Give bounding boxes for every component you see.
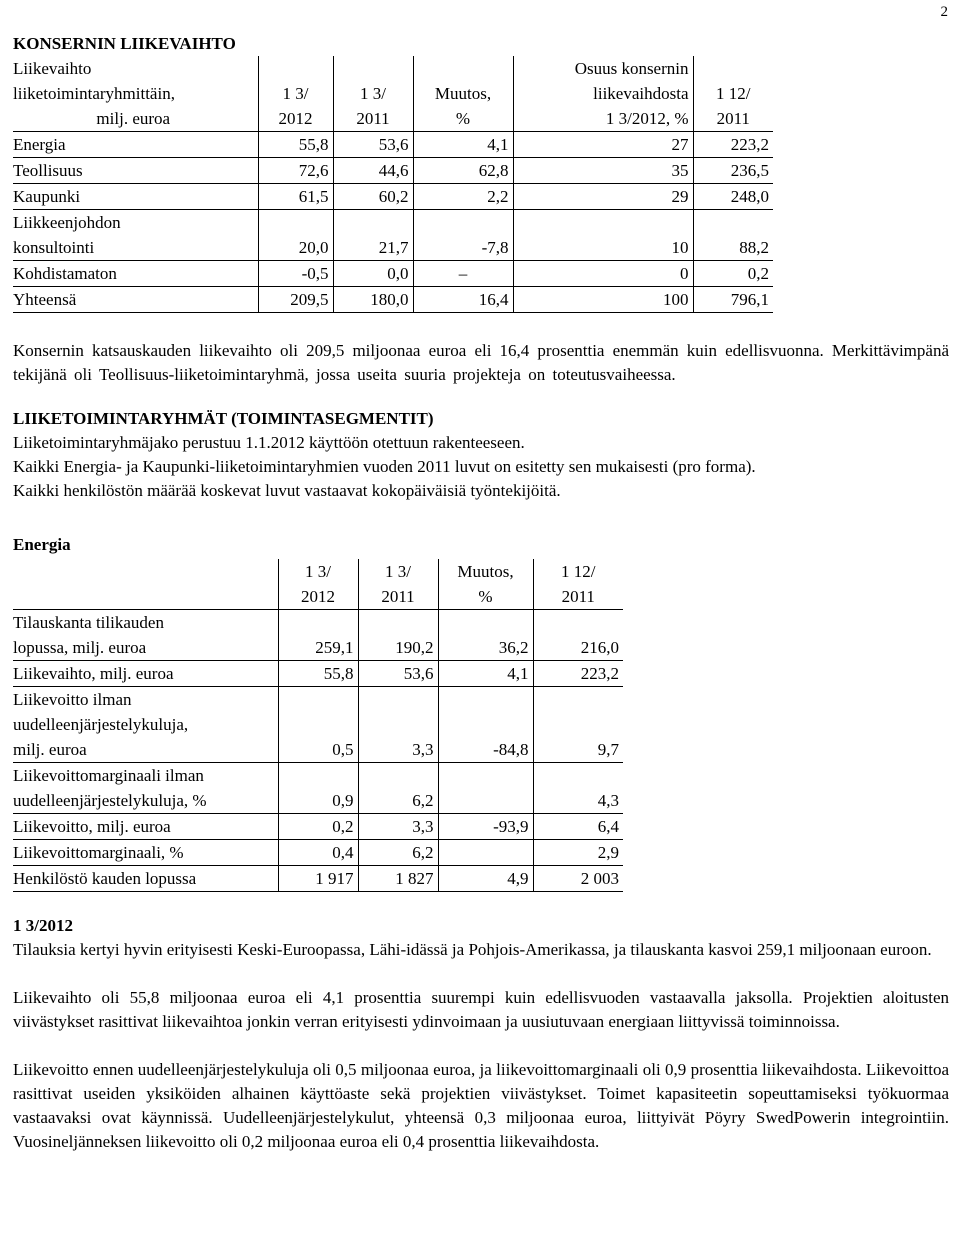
table-cell: 27 [513, 132, 693, 158]
table-cell: 6,4 [533, 814, 623, 840]
row-label [13, 287, 258, 313]
period-paragraph-orders: Tilauksia kertyi hyvin erityisesti Keski-Euroopassa, Lähi-idässä ja Pohjois-Amerikassa, ja tilauskanta kasvoi 259,1 miljoonaan euroon. [13, 940, 932, 959]
table-header-row [13, 559, 623, 610]
table-cell: 10 [513, 210, 693, 261]
section-title-period: 1 3/2012 [13, 916, 73, 935]
column-header [413, 56, 513, 132]
table-cell: 60,2 [333, 184, 413, 210]
column-header [438, 559, 533, 610]
section-title-energia: Energia [13, 535, 71, 554]
header-line: milj. euroa [96, 109, 171, 128]
revenue-table [13, 56, 773, 313]
row-label-line: Liikevaihto, milj. euroa [13, 664, 174, 683]
table-row [13, 661, 623, 687]
table-cell: 0,5 [278, 687, 358, 763]
section-title-liiketoimintaryhmat: LIIKETOIMINTARYHMÄT (TOIMINTASEGMENTIT) [13, 409, 434, 428]
row-label-line: Kohdistamaton [13, 264, 117, 283]
table-cell: 20,0 [258, 210, 333, 261]
table-cell: 259,1 [278, 610, 358, 661]
table-row [13, 610, 623, 661]
table-cell: 53,6 [358, 661, 438, 687]
header-line: 1 3/ [385, 562, 411, 581]
row-label [13, 158, 258, 184]
table-cell: 2,2 [413, 184, 513, 210]
table-cell: 180,0 [333, 287, 413, 313]
column-header [333, 56, 413, 132]
row-label-line: Liikevoitto ilman [13, 690, 132, 709]
table-cell: 0,2 [278, 814, 358, 840]
segment-note-line: Kaikki henkilöstön määrää koskevat luvut vastaavat kokopäiväisiä työntekijöitä. [13, 481, 561, 500]
table-cell: 4,1 [438, 661, 533, 687]
table-cell: 6,2 [358, 763, 438, 814]
header-line: 1 3/2012, % [605, 109, 689, 128]
table-cell: 2 003 [533, 866, 623, 892]
table-row [13, 184, 773, 210]
table-cell: 190,2 [358, 610, 438, 661]
row-label-line: Liikevoittomarginaali, % [13, 843, 184, 862]
table-row [13, 840, 623, 866]
page-number: 2 [940, 4, 948, 20]
section-title-konsernin-liikevaihto: KONSERNIN LIIKEVAIHTO [13, 34, 236, 53]
table-cell: 1 917 [278, 866, 358, 892]
segment-note-line: Liiketoimintaryhmäjako perustuu 1.1.2012 käyttöön otettuun rakenteeseen. [13, 433, 525, 452]
row-label-line: uudelleenjärjestelykuluja, % [13, 791, 207, 810]
header-line: liiketoimintaryhmittäin, [13, 84, 175, 103]
row-label-line: lopussa, milj. euroa [13, 638, 147, 657]
table-cell: 6,2 [358, 840, 438, 866]
row-label-line: uudelleenjärjestelykuluja, [13, 715, 189, 734]
row-label-line: Kaupunki [13, 187, 81, 206]
table-cell: 236,5 [693, 158, 773, 184]
header-line: 1 12/ [561, 562, 596, 581]
table-cell: 53,6 [333, 132, 413, 158]
column-header [278, 559, 358, 610]
header-line: Muutos, [457, 562, 514, 581]
header-line: Liikevaihto [13, 59, 92, 78]
table-row [13, 210, 773, 261]
table-cell [438, 840, 533, 866]
table-cell: 4,3 [533, 763, 623, 814]
header-line: 2012 [278, 109, 313, 128]
table-cell: 3,3 [358, 814, 438, 840]
document-body [13, 32, 949, 1154]
table-row [13, 687, 623, 763]
header-line: 2011 [381, 587, 415, 606]
table-cell: 55,8 [258, 132, 333, 158]
row-label-line: Liikevoitto, milj. euroa [13, 817, 171, 836]
segment-notes [13, 431, 949, 503]
header-line: % [455, 109, 471, 128]
table-cell: 72,6 [258, 158, 333, 184]
energia-table [13, 559, 623, 892]
header-line: 1 3/ [305, 562, 331, 581]
header-line: 1 3/ [282, 84, 309, 103]
header-line: 2011 [716, 109, 750, 128]
header-line: 1 3/ [360, 84, 386, 103]
table-cell: 55,8 [278, 661, 358, 687]
row-label [13, 261, 258, 287]
table-cell: 0,9 [278, 763, 358, 814]
header-line: % [478, 587, 493, 606]
table-row [13, 814, 623, 840]
table-cell: 0,2 [693, 261, 773, 287]
row-label-line: konsultointi [13, 238, 95, 257]
table-cell: 248,0 [693, 184, 773, 210]
table-cell: 29 [513, 184, 693, 210]
table-row [13, 287, 773, 313]
table-cell: -84,8 [438, 687, 533, 763]
column-header [258, 56, 333, 132]
table-cell: 16,4 [413, 287, 513, 313]
table-cell: 9,7 [533, 687, 623, 763]
segment-note-line: Kaikki Energia- ja Kaupunki-liiketoimintaryhmien vuoden 2011 luvut on esitetty sen mukaisesti (pro forma). [13, 457, 756, 476]
column-header [513, 56, 693, 132]
revenue-paragraph: Konsernin katsauskauden liikevaihto oli 209,5 miljoonaa euroa eli 16,4 prosenttia enemmän kuin edellisvuonna. Merkittävimpänä tekijänä oli Teollisuus-liiketoimintaryhmä, jossa useita suuria projekteja on toteutusvaiheessa. [13, 341, 949, 384]
row-label-line: Teollisuus [13, 161, 83, 180]
table-cell: 4,1 [413, 132, 513, 158]
table-cell: 4,9 [438, 866, 533, 892]
header-line: 2011 [561, 587, 595, 606]
table-row [13, 158, 773, 184]
table-cell [438, 763, 533, 814]
header-line: Osuus konsernin [574, 59, 689, 78]
row-label [13, 763, 278, 814]
row-label [13, 814, 278, 840]
row-label-line: Liikkeenjohdon [13, 213, 121, 232]
header-line: 2012 [301, 587, 335, 606]
table-cell: 3,3 [358, 687, 438, 763]
row-label [13, 210, 258, 261]
row-label-line: Tilauskanta tilikauden [13, 613, 164, 632]
row-label [13, 610, 278, 661]
period-paragraph-profit: Liikevoitto ennen uudelleenjärjestelykuluja oli 0,5 miljoonaa euroa, ja liikevoittomarginaali oli 0,9 prosenttia liikevaihdosta. Liikevoittoa rasittivat useiden yksiköiden alhainen käyttöaste sekä projektien viivästykset. Toimet kapasiteetin sopeuttamiseksi työkuormaa vastaavaksi ovat käynnissä. Uudelleenjärjestelykulut, yhteensä 0,3 miljoonaa euroa, liittyivät Pöyry SwedPowerin integrointiin. Vuosineljänneksen liikevoitto oli 0,2 miljoonaa euroa eli 0,4 prosenttia liikevaihdosta. [13, 1060, 949, 1151]
column-header [13, 56, 258, 132]
table-cell: 100 [513, 287, 693, 313]
table-header-row [13, 56, 773, 132]
table-cell: 21,7 [333, 210, 413, 261]
row-label [13, 866, 278, 892]
header-line: 2011 [356, 109, 390, 128]
table-cell: 0,4 [278, 840, 358, 866]
table-cell: -0,5 [258, 261, 333, 287]
row-label-line: Liikevoittomarginaali ilman [13, 766, 204, 785]
table-cell: 209,5 [258, 287, 333, 313]
table-cell: 2,9 [533, 840, 623, 866]
table-row [13, 763, 623, 814]
header-line: Muutos, [434, 84, 492, 103]
row-label [13, 132, 258, 158]
table-cell: 796,1 [693, 287, 773, 313]
table-cell: 36,2 [438, 610, 533, 661]
row-label [13, 661, 278, 687]
table-row [13, 866, 623, 892]
table-cell: 216,0 [533, 610, 623, 661]
row-label [13, 840, 278, 866]
row-label-line: milj. euroa [13, 740, 87, 759]
table-cell: 44,6 [333, 158, 413, 184]
table-cell: 223,2 [693, 132, 773, 158]
table-cell: -7,8 [413, 210, 513, 261]
table-row [13, 261, 773, 287]
table-cell: -93,9 [438, 814, 533, 840]
table-cell: – [413, 261, 513, 287]
row-label-line: Yhteensä [13, 290, 77, 309]
header-line: liikevaihdosta [593, 84, 689, 103]
column-header [693, 56, 773, 132]
table-cell: 35 [513, 158, 693, 184]
table-cell: 0 [513, 261, 693, 287]
row-label-line: Energia [13, 135, 66, 154]
table-cell: 1 827 [358, 866, 438, 892]
row-label-line: Henkilöstö kauden lopussa [13, 869, 197, 888]
table-row [13, 132, 773, 158]
column-header [533, 559, 623, 610]
column-header-blank [13, 559, 278, 610]
table-cell: 88,2 [693, 210, 773, 261]
table-cell: 223,2 [533, 661, 623, 687]
table-cell: 61,5 [258, 184, 333, 210]
column-header [358, 559, 438, 610]
period-paragraph-revenue: Liikevaihto oli 55,8 miljoonaa euroa eli 4,1 prosenttia suurempi kuin edellisvuoden vastaavalla jaksolla. Projektien aloitusten viivästykset rasittivat liikevaihtoa jonkin verran erityisesti ydinvoimaan ja uusiutuvaan energiaan liittyvissä toiminnoissa. [13, 988, 949, 1031]
row-label [13, 687, 278, 763]
table-cell: 0,0 [333, 261, 413, 287]
table-cell: 62,8 [413, 158, 513, 184]
row-label [13, 184, 258, 210]
header-line: 1 12/ [716, 84, 751, 103]
